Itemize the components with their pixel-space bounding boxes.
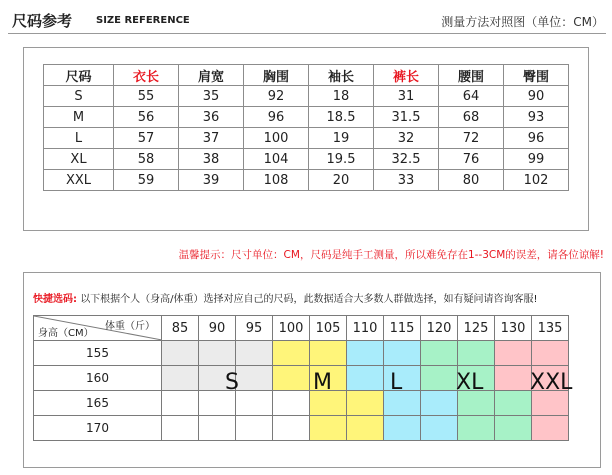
cell-shoulder: 38 (179, 149, 244, 170)
grid-cell (495, 391, 532, 416)
cell-size: XXL (44, 170, 114, 191)
size-selector-panel (23, 272, 601, 468)
grid-height-row (34, 341, 569, 366)
grid-cell (273, 416, 310, 441)
size-label-xl: XL (456, 370, 484, 395)
cell-sleeve: 19 (309, 128, 374, 149)
cell-pants-length: 32 (374, 128, 439, 149)
grid-cell (458, 341, 495, 366)
size-label-l: L (390, 370, 403, 395)
size-table (43, 64, 569, 191)
grid-cell (273, 391, 310, 416)
size-table-row (44, 128, 569, 149)
cell-length: 58 (114, 149, 179, 170)
grid-cell (347, 391, 384, 416)
cell-size: XL (44, 149, 114, 170)
grid-cell (310, 416, 347, 441)
cell-size: M (44, 107, 114, 128)
size-table-row (44, 149, 569, 170)
cell-hip: 99 (504, 149, 569, 170)
weight-header-cell: 120 (421, 316, 458, 341)
grid-corner-cell (34, 316, 162, 341)
grid-cell (421, 366, 458, 391)
grid-cell (495, 416, 532, 441)
grid-cell (162, 341, 199, 366)
header-sleeve: 袖长 (309, 65, 374, 86)
selector-heading (33, 290, 538, 305)
cell-length: 55 (114, 86, 179, 107)
grid-cell (384, 341, 421, 366)
warm-tip: 温馨提示：尺寸单位：CM，尺码是纯手工测量，所以难免存在1--3CM的误差，请各位谅解! (178, 249, 604, 261)
grid-cell (310, 341, 347, 366)
size-table-row (44, 107, 569, 128)
header-unit-note: 测量方法对照图（单位：CM） (441, 15, 604, 29)
cell-hip: 96 (504, 128, 569, 149)
cell-chest: 92 (244, 86, 309, 107)
cell-pants-length: 33 (374, 170, 439, 191)
height-header-cell: 170 (34, 416, 162, 441)
grid-cell (162, 416, 199, 441)
grid-cell (236, 391, 273, 416)
grid-cell (199, 416, 236, 441)
weight-header-cell: 95 (236, 316, 273, 341)
corner-height-label: 身高（CM） (38, 328, 94, 339)
grid-height-row (34, 366, 569, 391)
grid-cell (495, 341, 532, 366)
grid-cell (384, 416, 421, 441)
grid-cell (162, 391, 199, 416)
cell-chest: 108 (244, 170, 309, 191)
grid-cell (421, 341, 458, 366)
weight-header-cell: 135 (532, 316, 569, 341)
grid-weight-row (34, 316, 569, 341)
header-divider (8, 33, 606, 34)
grid-cell (347, 341, 384, 366)
grid-height-row (34, 391, 569, 416)
size-table-row (44, 86, 569, 107)
height-header-cell: 165 (34, 391, 162, 416)
weight-header-cell: 125 (458, 316, 495, 341)
header-length: 衣长 (114, 65, 179, 86)
grid-cell (162, 366, 199, 391)
size-table-header-row (44, 65, 569, 86)
grid-cell (421, 416, 458, 441)
selector-heading-label: 快捷选码: (33, 294, 77, 305)
grid-cell (421, 391, 458, 416)
cell-pants-length: 31.5 (374, 107, 439, 128)
cell-waist: 68 (439, 107, 504, 128)
cell-sleeve: 20 (309, 170, 374, 191)
cell-waist: 76 (439, 149, 504, 170)
header-shoulder: 肩宽 (179, 65, 244, 86)
grid-cell (495, 366, 532, 391)
cell-chest: 96 (244, 107, 309, 128)
weight-header-cell: 105 (310, 316, 347, 341)
grid-cell (236, 416, 273, 441)
cell-pants-length: 32.5 (374, 149, 439, 170)
cell-hip: 93 (504, 107, 569, 128)
grid-height-row (34, 416, 569, 441)
cell-length: 59 (114, 170, 179, 191)
grid-cell (458, 416, 495, 441)
header-title-en: SIZE REFERENCE (96, 15, 190, 26)
weight-header-cell: 130 (495, 316, 532, 341)
header-waist: 腰围 (439, 65, 504, 86)
cell-waist: 80 (439, 170, 504, 191)
grid-cell (347, 366, 384, 391)
corner-weight-label: 体重（斤） (105, 321, 155, 332)
cell-sleeve: 18 (309, 86, 374, 107)
size-label-m: M (313, 370, 332, 395)
size-label-s: S (225, 370, 239, 395)
weight-header-cell: 100 (273, 316, 310, 341)
cell-hip: 90 (504, 86, 569, 107)
size-table-row (44, 170, 569, 191)
cell-sleeve: 18.5 (309, 107, 374, 128)
grid-cell (532, 416, 569, 441)
cell-waist: 72 (439, 128, 504, 149)
cell-shoulder: 36 (179, 107, 244, 128)
weight-header-cell: 115 (384, 316, 421, 341)
size-selector-grid (33, 315, 569, 441)
grid-cell (236, 341, 273, 366)
height-header-cell: 155 (34, 341, 162, 366)
grid-cell (199, 341, 236, 366)
grid-cell (532, 341, 569, 366)
cell-chest: 104 (244, 149, 309, 170)
cell-chest: 100 (244, 128, 309, 149)
header-chest: 胸围 (244, 65, 309, 86)
grid-cell (273, 341, 310, 366)
height-header-cell: 160 (34, 366, 162, 391)
cell-size: S (44, 86, 114, 107)
header-title-zh: 尺码参考 (12, 12, 73, 30)
cell-waist: 64 (439, 86, 504, 107)
cell-length: 56 (114, 107, 179, 128)
cell-shoulder: 35 (179, 86, 244, 107)
cell-size: L (44, 128, 114, 149)
header-hip: 臀围 (504, 65, 569, 86)
size-table-panel (23, 47, 589, 231)
size-label-xxl: XXL (530, 370, 573, 395)
weight-header-cell: 90 (199, 316, 236, 341)
grid-cell (347, 416, 384, 441)
cell-length: 57 (114, 128, 179, 149)
weight-header-cell: 110 (347, 316, 384, 341)
selector-heading-text: 以下根据个人（身高/体重）选择对应自己的尺码，此数据适合大多数人群做选择，如有疑问请咨询客服! (80, 294, 538, 305)
header-size: 尺码 (44, 65, 114, 86)
cell-hip: 102 (504, 170, 569, 191)
cell-sleeve: 19.5 (309, 149, 374, 170)
cell-pants-length: 31 (374, 86, 439, 107)
header-pants-length: 裤长 (374, 65, 439, 86)
cell-shoulder: 39 (179, 170, 244, 191)
grid-cell (273, 366, 310, 391)
grid-cell (236, 366, 273, 391)
cell-shoulder: 37 (179, 128, 244, 149)
weight-header-cell: 85 (162, 316, 199, 341)
